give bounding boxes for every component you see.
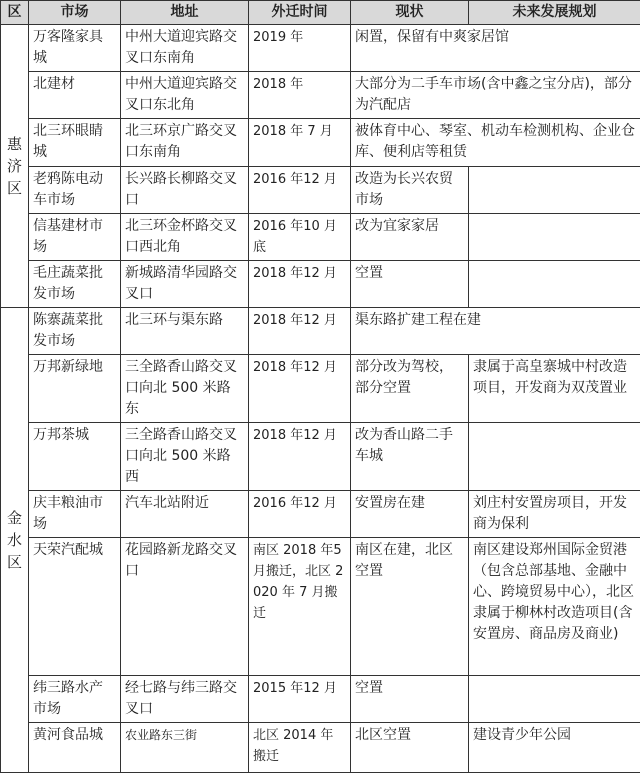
status-cell: 部分改为驾校，部分空置 xyxy=(351,355,469,423)
market-cell: 黄河食品城 xyxy=(29,723,121,773)
status-cell: 大部分为二手车市场(含中鑫之宝分店)，部分为汽配店 xyxy=(351,72,640,119)
table-row xyxy=(1,423,640,491)
header-address: 地址 xyxy=(121,1,249,25)
table-row xyxy=(1,25,640,72)
plan-cell xyxy=(469,214,640,261)
time-cell: 2018 年 7 月 xyxy=(249,119,351,167)
time-cell: 2018 年12 月 xyxy=(249,261,351,308)
table-row xyxy=(1,261,640,308)
status-cell: 空置 xyxy=(351,676,469,723)
address-cell: 中州大道迎宾路交叉口东南角 xyxy=(121,25,249,72)
header-market: 市场 xyxy=(29,1,121,25)
time-cell: 2018 年12 月 xyxy=(249,308,351,355)
table-row xyxy=(1,723,640,773)
address-cell: 新城路清华园路交叉口 xyxy=(121,261,249,308)
status-cell: 安置房在建 xyxy=(351,491,469,538)
time-cell: 南区 2018 年5 月搬迁，北区 2020 年 7 月搬迁 xyxy=(249,538,351,676)
address-cell: 北三环金杯路交叉口西北角 xyxy=(121,214,249,261)
table-row xyxy=(1,538,640,676)
plan-cell xyxy=(469,167,640,214)
table-row xyxy=(1,167,640,214)
address-cell: 北三环京广路交叉口东南角 xyxy=(121,119,249,167)
time-cell: 北区 2014 年搬迁 xyxy=(249,723,351,773)
market-cell: 万邦新绿地 xyxy=(29,355,121,423)
time-cell: 2018 年12 月 xyxy=(249,423,351,491)
market-cell: 毛庄蔬菜批发市场 xyxy=(29,261,121,308)
address-cell: 三全路香山路交叉口向北 500 米路西 xyxy=(121,423,249,491)
status-cell: 空置 xyxy=(351,261,469,308)
time-cell: 2015 年12 月 xyxy=(249,676,351,723)
header-district: 区 xyxy=(1,1,29,25)
header-future-plan: 未来发展规划 xyxy=(469,1,640,25)
market-cell: 陈寨蔬菜批发市场 xyxy=(29,308,121,355)
district-cell: 惠济区 xyxy=(1,25,29,308)
plan-cell: 南区建设郑州国际金贸港（包含总部基地、金融中心、跨境贸易中心），北区隶属于柳林村改造项目(含安置房、商品房及商业) xyxy=(469,538,640,676)
status-cell: 改造为长兴农贸市场 xyxy=(351,167,469,214)
market-cell: 天荣汽配城 xyxy=(29,538,121,676)
time-cell: 2019 年 xyxy=(249,25,351,72)
market-cell: 北三环眼睛城 xyxy=(29,119,121,167)
time-cell: 2018 年 xyxy=(249,72,351,119)
table-row xyxy=(1,491,640,538)
table-row xyxy=(1,308,640,355)
address-cell: 农业路东三街 xyxy=(121,723,249,773)
status-cell: 被体育中心、琴室、机动车检测机构、企业仓库、便利店等租赁 xyxy=(351,119,640,167)
time-cell: 2016 年12 月 xyxy=(249,491,351,538)
status-cell: 改为宜家家居 xyxy=(351,214,469,261)
status-cell: 改为香山路二手车城 xyxy=(351,423,469,491)
plan-cell xyxy=(469,676,640,723)
status-cell: 闲置，保留有中爽家居馆 xyxy=(351,25,640,72)
table-row xyxy=(1,119,640,167)
plan-cell xyxy=(469,261,640,308)
market-cell: 纬三路水产市场 xyxy=(29,676,121,723)
plan-cell: 隶属于高皇寨城中村改造项目，开发商为双茂置业 xyxy=(469,355,640,423)
market-cell: 信基建材市场 xyxy=(29,214,121,261)
time-cell: 2016 年10 月底 xyxy=(249,214,351,261)
table-row xyxy=(1,676,640,723)
address-cell: 中州大道迎宾路交叉口东北角 xyxy=(121,72,249,119)
header-row xyxy=(1,1,640,25)
table-row xyxy=(1,355,640,423)
time-cell: 2016 年12 月 xyxy=(249,167,351,214)
header-status: 现状 xyxy=(351,1,469,25)
time-cell: 2018 年12 月 xyxy=(249,355,351,423)
plan-cell: 建设青少年公园 xyxy=(469,723,640,773)
address-cell: 经七路与纬三路交叉口 xyxy=(121,676,249,723)
address-cell: 长兴路长柳路交叉口 xyxy=(121,167,249,214)
address-cell: 北三环与渠东路 xyxy=(121,308,249,355)
district-cell: 金水区 xyxy=(1,308,29,773)
header-relocation-time: 外迁时间 xyxy=(249,1,351,25)
market-cell: 北建材 xyxy=(29,72,121,119)
address-cell: 花园路新龙路交叉口 xyxy=(121,538,249,676)
status-cell: 北区空置 xyxy=(351,723,469,773)
market-cell: 万邦茶城 xyxy=(29,423,121,491)
address-cell: 汽车北站附近 xyxy=(121,491,249,538)
address-cell: 三全路香山路交叉口向北 500 米路东 xyxy=(121,355,249,423)
status-cell: 渠东路扩建工程在建 xyxy=(351,308,640,355)
table-row xyxy=(1,72,640,119)
table-row xyxy=(1,214,640,261)
plan-cell xyxy=(469,423,640,491)
market-cell: 万客隆家具城 xyxy=(29,25,121,72)
market-cell: 庆丰粮油市场 xyxy=(29,491,121,538)
status-cell: 南区在建，北区空置 xyxy=(351,538,469,676)
plan-cell: 刘庄村安置房项目，开发商为保利 xyxy=(469,491,640,538)
market-cell: 老鸦陈电动车市场 xyxy=(29,167,121,214)
